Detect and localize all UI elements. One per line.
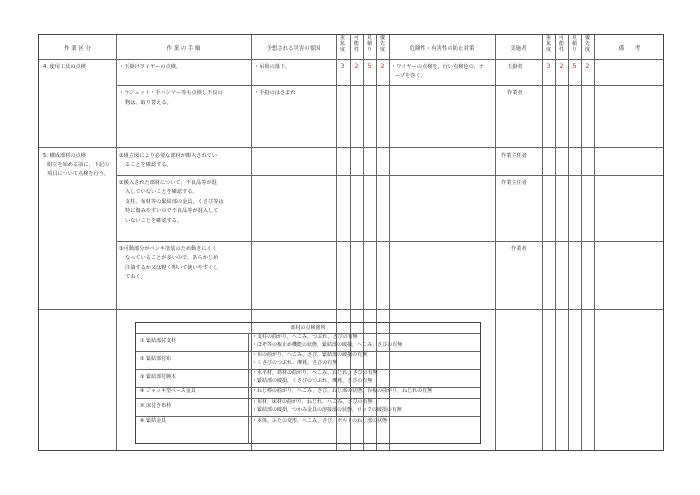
row5-step2-line5: いないことを確認する。 xyxy=(125,218,183,224)
header-severity-2: 重篤度 xyxy=(545,35,551,53)
row4-measure-line2: ープを巻く。 xyxy=(395,73,426,79)
row4-person1: 玉掛者 xyxy=(507,64,523,70)
row5-step1-line1: ①組立図により必要な部材が搬入されてい xyxy=(119,153,218,159)
row4-severity-2: 3 xyxy=(546,63,551,70)
header-hazard: 予想される災害の要因 xyxy=(266,46,321,52)
col-divider xyxy=(581,35,582,450)
inspection-row-line xyxy=(136,416,480,417)
inspection-item-name: ③ 緊結部付腕木 xyxy=(140,374,177,380)
row5-step2-line3: 支柱、布材等の緊結部の金具，くさび等は xyxy=(125,199,224,205)
header-procedure: 作 業 の 手 順 xyxy=(166,46,201,52)
row5-step3-line2: なっていることが多いので，あらかじめ xyxy=(125,255,219,261)
header-probability-2: 可能性 xyxy=(558,35,564,53)
header-estimate-2: 見積り xyxy=(571,35,577,53)
inspection-item-point: ・支柱の曲がり，へこみ，つぶれ，さびの有無 xyxy=(252,334,358,340)
inspection-col-line xyxy=(248,333,249,443)
inspection-item-point: ・ほぞ等の抜止め機能の状態，緊結部の破損，へこみ，さびの有無 xyxy=(252,342,403,348)
row5-category-line3: 項目について点検を行う。 xyxy=(47,171,110,177)
inspection-item-name: ⑥ 緊結金具 xyxy=(140,418,167,424)
header-remarks: 備 考 xyxy=(618,46,641,52)
row4-hazard1: ・吊荷の落下。 xyxy=(254,64,291,70)
header-severity: 重篤度 xyxy=(339,35,345,53)
inspection-item-point: ・緊結部の破損，くさびのつぶれ，摩耗，さびの有無 xyxy=(252,378,373,384)
row5-step1-person: 作業主任者 xyxy=(501,153,527,159)
row4-probability-2: 2 xyxy=(559,63,564,70)
row4-severity: 3 xyxy=(340,63,345,70)
row4-step1: ・玉掛けワイヤーの点検。 xyxy=(119,64,182,70)
col-divider xyxy=(555,35,556,450)
inspection-item-point: ・くさびのつぶれ，摩耗，さびの有無 xyxy=(252,360,338,366)
row4-priority-2: 2 xyxy=(585,63,590,70)
header-estimate: 見積り xyxy=(366,35,372,53)
row-divider xyxy=(116,85,663,86)
header-priority-2: 優先度 xyxy=(584,35,590,53)
row4-measure-line1: ・ワイヤーの点検を，行い点検色の，テ xyxy=(391,64,485,70)
inspection-item-name: ④ ジャッキ型ベース金具 xyxy=(140,388,196,394)
inspection-points-table xyxy=(135,322,481,444)
row4-step2-line2: 物は、取り替える。 xyxy=(125,100,172,106)
row4-person2: 作業者 xyxy=(507,90,523,96)
inspection-item-point: ・水平材，斜材の曲がり，へこみ，ねじれ，さびの有無 xyxy=(252,370,378,376)
col-divider xyxy=(542,35,543,450)
row5-step1-line2: ることを確認する。 xyxy=(125,162,172,168)
row4-probability: 2 xyxy=(354,63,359,70)
row5-step2-person: 作業主任者 xyxy=(501,180,527,186)
col-divider xyxy=(495,35,496,450)
col-divider xyxy=(568,35,569,450)
header-bottom-line xyxy=(39,59,663,60)
row-divider xyxy=(39,147,663,148)
row4-estimate-2: 5 xyxy=(572,63,577,70)
header-person: 実施者 xyxy=(510,46,527,52)
row5-category-line1: 5. 構成部材の点検 xyxy=(43,153,86,159)
row5-step2-line1: ②搬入された部材について，不良品等が混 xyxy=(119,180,217,186)
row5-step3-line1: ③可動部分がペンキ塗装のため動きにくく xyxy=(119,246,218,252)
inspection-item-name: ② 緊結部付布 xyxy=(140,356,172,362)
inspection-item-point: ・布材，床材の曲がり，ねじれ，へこみ，さびの有無 xyxy=(252,399,373,405)
row-divider xyxy=(116,175,663,176)
inspection-item-point: ・本体，ふたの変形，へこみ，さび，ボルトのねじ部の状態 xyxy=(252,418,388,424)
col-divider xyxy=(116,35,117,450)
row5-step2-line4: 特に傷みやすいので不良品等が混入して xyxy=(125,208,219,214)
inspection-item-name: ⑤ 床付き布枠 xyxy=(140,403,172,409)
row4-estimate: 5 xyxy=(367,63,372,70)
inspection-item-name: ① 緊結部付支柱 xyxy=(140,338,177,344)
row-divider xyxy=(116,241,663,242)
header-probability: 可能性 xyxy=(353,35,359,53)
row-divider xyxy=(39,309,663,310)
col-divider xyxy=(594,35,595,450)
row4-step2-line1: ・ラジェット・手ハンマー等も点検し不良の xyxy=(119,90,223,96)
row5-step3-person: 作業者 xyxy=(511,246,527,252)
inspection-item-point: ・ねじ棒の曲がり，へこみ，さび，ねじ部の状態，台板の曲がり，ねじれの有無 xyxy=(252,388,433,394)
header-priority: 優先度 xyxy=(379,35,385,53)
row5-step3-line4: ておく。 xyxy=(125,274,146,280)
inspection-title: 部材の点検箇所 xyxy=(290,325,326,331)
row5-category-line2: 組立を始める前に，下記の xyxy=(47,162,110,168)
inspection-item-point: ・緊結部の破損，つかみ金具の溶接部の状態，ロックの破損の有無 xyxy=(252,407,402,413)
row4-priority: 2 xyxy=(380,63,385,70)
inspection-item-point: ・布の曲がり，へこみ，さび，緊結部の破損の有無 xyxy=(252,352,368,358)
row5-step3-line3: 注油するか又は軽く叩いて使いやすくし xyxy=(125,265,219,271)
row4-category: 4. 使用工具の点検 xyxy=(43,64,86,70)
row5-step2-line2: 入していないことを確認する。 xyxy=(125,189,198,195)
header-countermeasure: 危険性・有害性の防止対策 xyxy=(409,46,475,52)
row4-hazard2: ・手指のはさまれ xyxy=(254,90,296,96)
header-category: 作 業 区 分 xyxy=(64,46,91,52)
